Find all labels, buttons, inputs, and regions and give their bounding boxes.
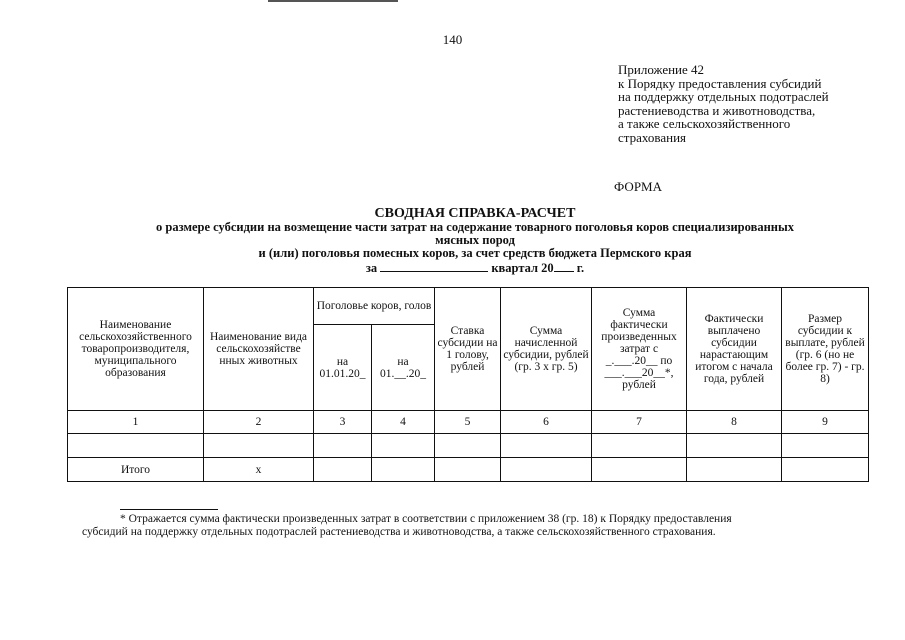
page-number: 140 (442, 32, 463, 47)
appendix-line: к Порядку предоставления субсидий (618, 75, 822, 91)
year-blank (554, 260, 574, 272)
empty-cell (782, 434, 869, 458)
column-number: 9 (782, 411, 869, 434)
header-accrued-subsidy: Сумма начисленной субсидии, рублей (гр. 3 х гр. 5) (501, 288, 592, 411)
footnote-line-2: субсидий на поддержку отдельных подотраслей растениеводства и животноводства, а также сельскохозяйственного страхования. (82, 526, 716, 538)
title-line-1: о размере субсидии на возмещение части затрат на содержание товарного поголовья коров специализированных (156, 220, 794, 234)
column-number: 7 (592, 411, 687, 434)
empty-cell (687, 434, 782, 458)
header-rate: Ставка субсидии на 1 голову, рублей (435, 288, 501, 411)
header-livestock-group: Поголовье коров, голов (314, 288, 435, 325)
title-line-3: и (или) поголовья помесных коров, за счет средств бюджета Пермского края (258, 246, 692, 260)
appendix-line: страхования (618, 129, 687, 145)
form-label: ФОРМА (614, 179, 662, 194)
header-payable-subsidy: Размер субсидии к выплате, рублей (гр. 6 (но не более гр. 7) - гр. 8) (782, 288, 869, 411)
empty-cell (68, 434, 204, 458)
column-number: 4 (372, 411, 435, 434)
column-number: 8 (687, 411, 782, 434)
empty-cell (314, 458, 372, 482)
total-row (68, 458, 869, 482)
period-prefix: за (365, 261, 378, 275)
empty-cell (435, 458, 501, 482)
title-line-4 (60, 260, 890, 275)
empty-cell (314, 434, 372, 458)
column-number: 5 (435, 411, 501, 434)
footnote (82, 513, 867, 539)
empty-cell (435, 434, 501, 458)
document-title (60, 207, 890, 275)
column-number: 6 (501, 411, 592, 434)
empty-cell (592, 458, 687, 482)
footnote-line-1: * Отражается сумма фактически произведенных затрат в соответствии с приложением 38 (гр. 18) к Порядку предоставления (120, 513, 732, 525)
empty-cell (372, 458, 435, 482)
empty-cell (592, 434, 687, 458)
quarter-blank (380, 260, 488, 272)
appendix-line: а также сельскохозяйственного (618, 116, 791, 131)
header-animal-type: Наименование вида сельскохозяйстве нных животных (204, 288, 314, 411)
period-middle: квартал 20 (491, 261, 554, 275)
report-table (67, 287, 869, 482)
period-suffix: г. (576, 261, 585, 275)
header-paid-subsidy: Фактически выплачено субсидии нарастающим итогом с начала года, рублей (687, 288, 782, 411)
appendix-line: Приложение 42 (618, 62, 705, 77)
empty-cell (501, 434, 592, 458)
column-number: 3 (314, 411, 372, 434)
appendix-line: на поддержку отдельных подотраслей (618, 89, 829, 104)
appendix-line: растениеводства и животноводства, (618, 102, 816, 118)
empty-cell (204, 434, 314, 458)
header-livestock-jan: на 01.01.20_ (314, 325, 372, 411)
title-main: СВОДНАЯ СПРАВКА-РАСЧЕТ (374, 206, 576, 221)
appendix-reference (618, 63, 878, 144)
top-rule (268, 0, 398, 2)
total-animal-type: х (204, 458, 314, 482)
empty-cell (782, 458, 869, 482)
empty-cell (372, 434, 435, 458)
column-number: 2 (204, 411, 314, 434)
header-producer: Наименование сельскохозяйственного товаропроизводителя, муниципального образования (68, 288, 204, 411)
table-row (68, 434, 869, 458)
header-livestock-date: на 01.__.20_ (372, 325, 435, 411)
title-line-2: мясных пород (435, 233, 515, 247)
header-actual-costs: Сумма фактически произведенных затрат с _.___.20__ по ___.___20__*, рублей (592, 288, 687, 411)
column-number: 1 (68, 411, 204, 434)
empty-cell (687, 458, 782, 482)
empty-cell (501, 458, 592, 482)
footnote-rule (120, 509, 218, 510)
total-label: Итого (68, 458, 204, 482)
